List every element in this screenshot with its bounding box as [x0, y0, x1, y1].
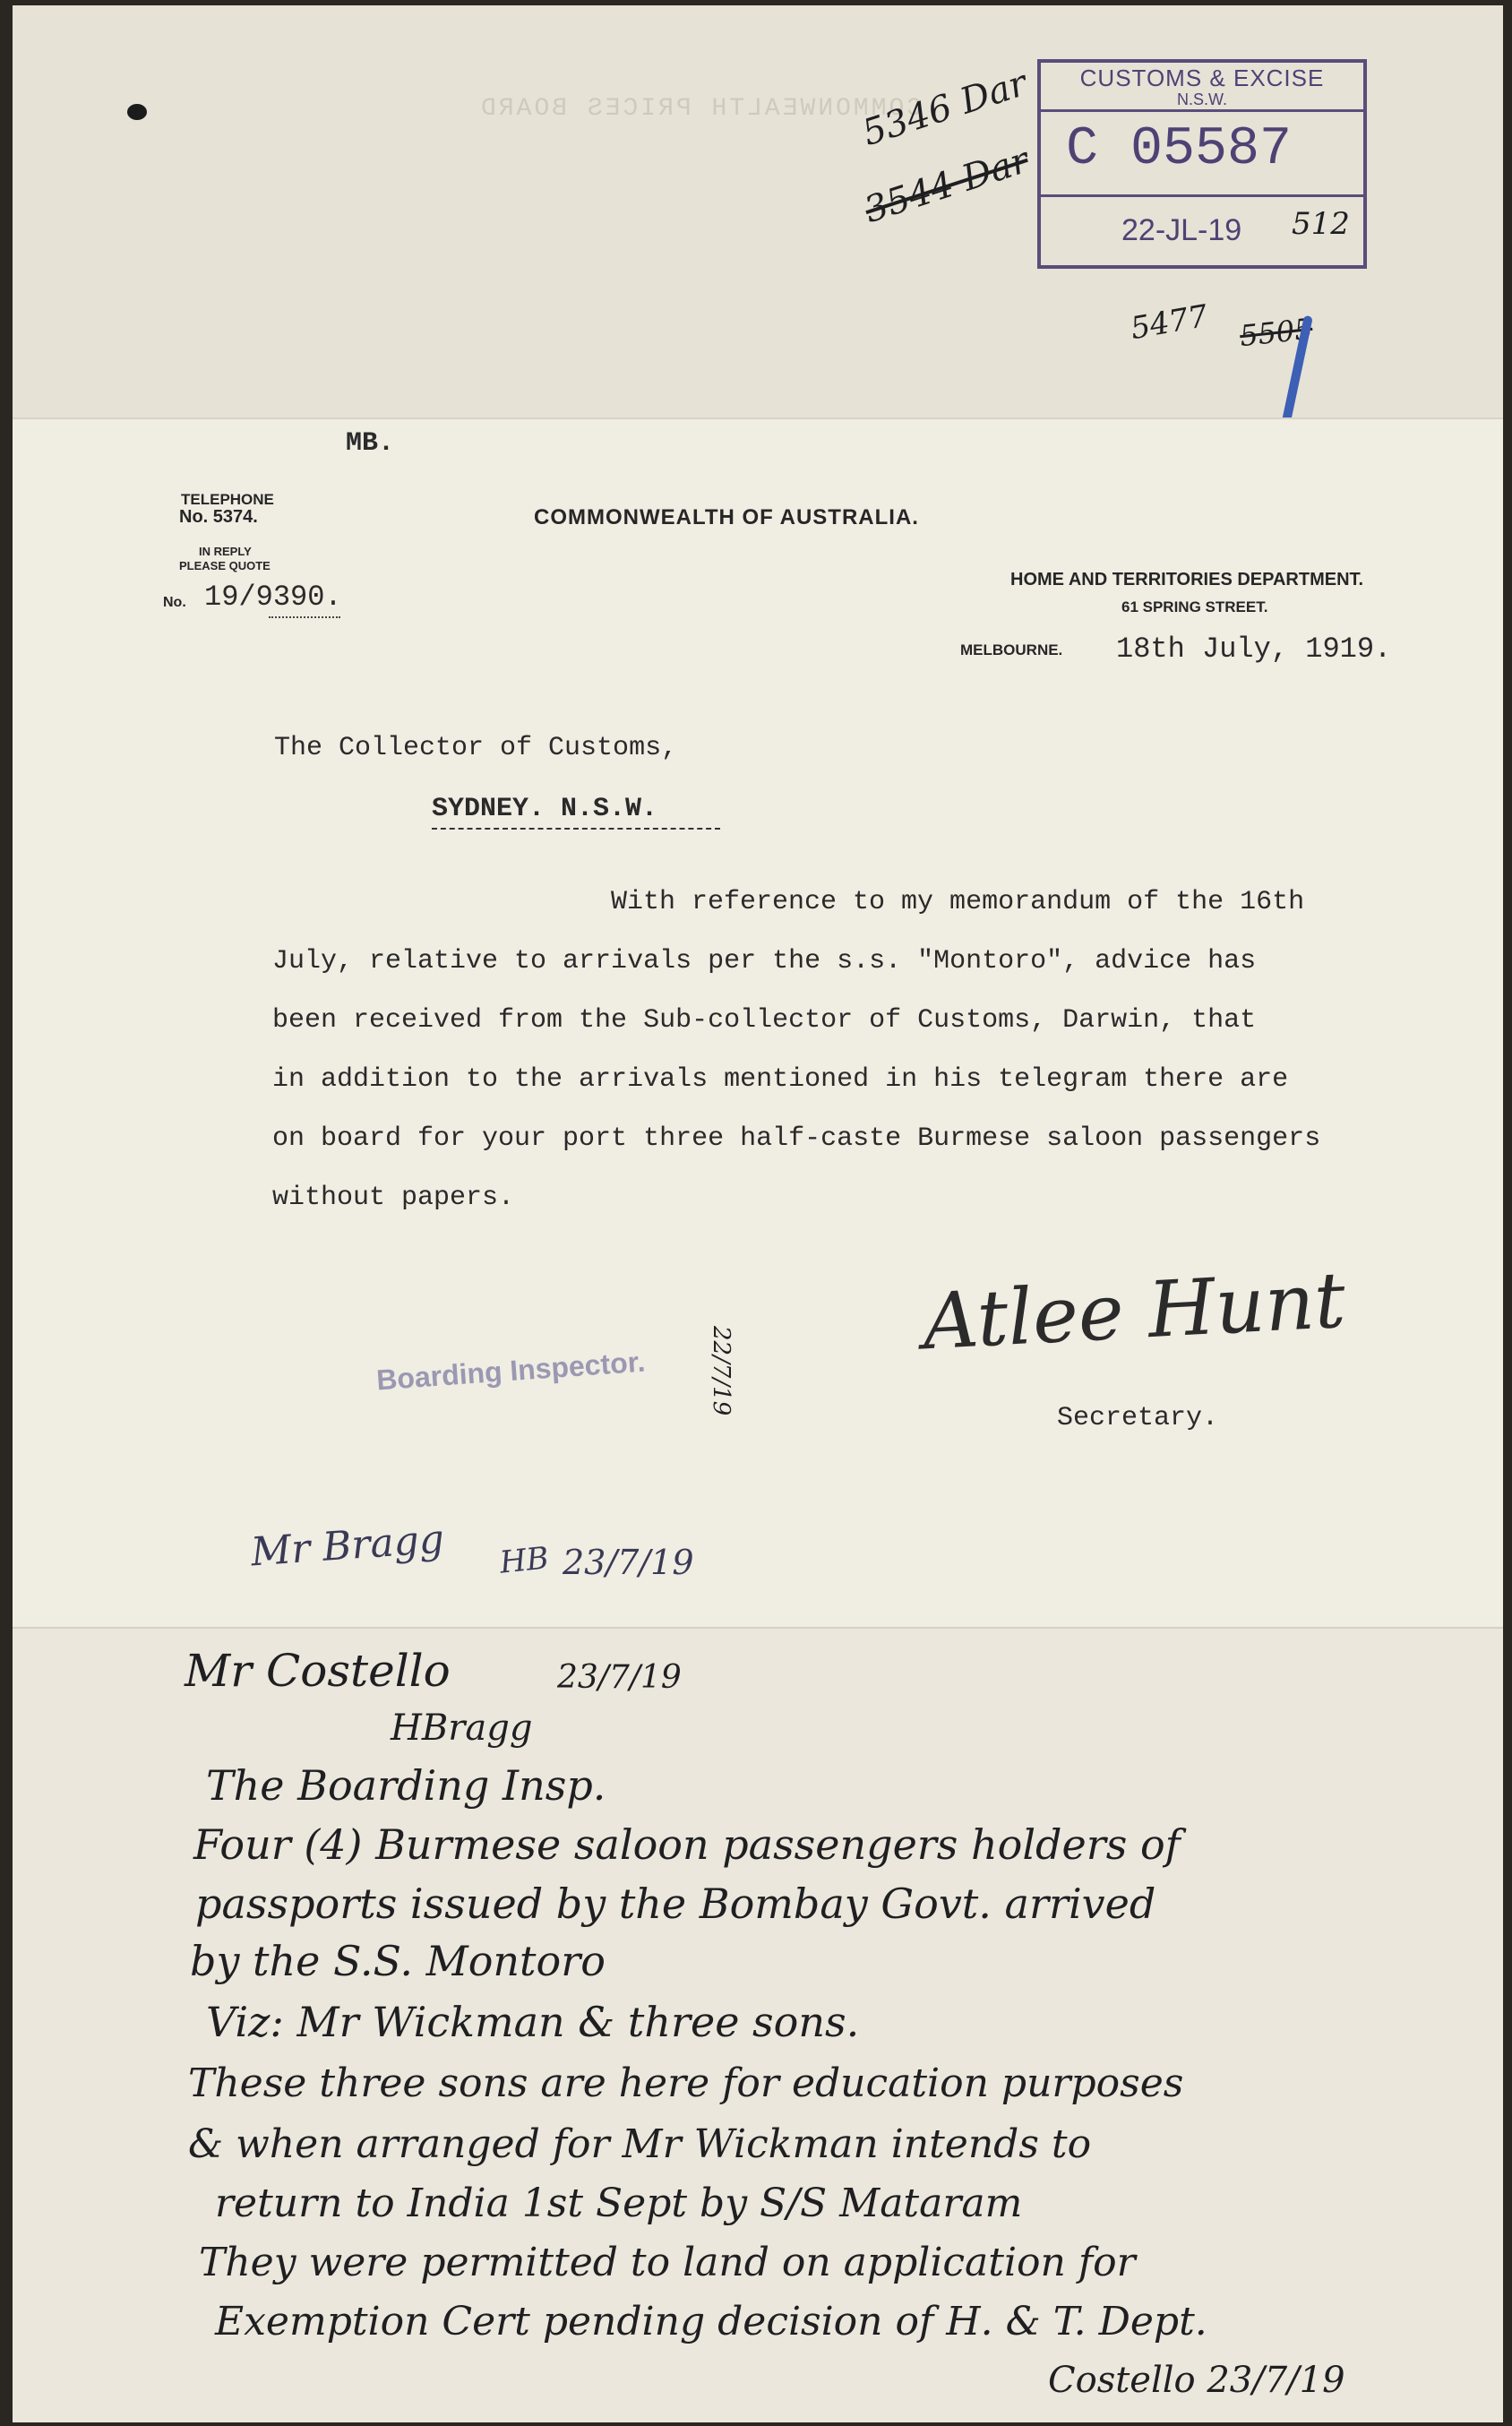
reference-no-label: No.	[163, 595, 186, 610]
ink-blot	[127, 104, 147, 120]
ref-number-d: 5505	[1238, 311, 1315, 354]
signature: Atlee Hunt	[920, 1255, 1348, 1368]
boarding-inspector-stamp: Boarding Inspector.	[375, 1345, 647, 1397]
minute-2-initials: HBragg	[391, 1708, 533, 1749]
minute-1-name: Mr Bragg	[249, 1516, 446, 1576]
body-line-4: in addition to the arrivals mentioned in his telegram there are	[272, 1064, 1289, 1095]
telephone-label: TELEPHONE	[181, 491, 274, 508]
minute-2-line-2: Four (4) Burmese saloon passengers holders of	[193, 1820, 1181, 1869]
customs-stamp	[1037, 59, 1367, 269]
minute-2-line-6: These three sons are here for education purposes	[188, 2060, 1184, 2106]
stamp-date-note: 512	[1292, 206, 1350, 242]
addressee-line-2: SYDNEY. N.S.W.	[432, 794, 658, 824]
body-line-1: With reference to my memorandum of the 16th	[611, 887, 1305, 917]
telephone-number: No. 5374.	[179, 507, 258, 527]
stamp-date: 22-JL-19	[1121, 213, 1242, 247]
minute-2-line-1: The Boarding Insp.	[206, 1761, 606, 1810]
street-address: 61 SPRING STREET.	[1121, 598, 1268, 615]
ref-number-c: 5477	[1128, 297, 1211, 348]
addressee-underline	[432, 828, 720, 830]
stamp-state: N.S.W.	[1176, 90, 1227, 108]
minute-2-line-7: & when arranged for Mr Wickman intends to	[188, 2121, 1092, 2167]
body-line-3: been received from the Sub-collector of Customs, Darwin, that	[272, 1005, 1257, 1036]
minute-2-line-9: They were permitted to land on application for	[199, 2240, 1136, 2285]
boarding-date-note: 22/7/19	[708, 1326, 735, 1416]
quote-label: PLEASE QUOTE	[179, 559, 271, 572]
minute-2-line-10: Exemption Cert pending decision of H. & T. Dept.	[215, 2299, 1207, 2344]
minute-2-header: Mr Costello	[185, 1645, 451, 1697]
minute-2-date: 23/7/19	[557, 1659, 682, 1696]
letter-initials: MB.	[346, 428, 395, 459]
signature-title: Secretary.	[1057, 1403, 1219, 1433]
body-line-2: July, relative to arrivals per the s.s. "Montoro", advice has	[272, 946, 1257, 976]
ref-number-b: 3544 Dar	[859, 139, 1035, 232]
minute-2-line-4: by the S.S. Montoro	[190, 1937, 606, 1985]
reply-label: IN REPLY	[199, 545, 252, 558]
stamp-number: C 05587	[1066, 119, 1293, 180]
stamp-title: CUSTOMS & EXCISE	[1079, 65, 1325, 91]
addressee-line-1: The Collector of Customs,	[274, 733, 678, 763]
letterhead-title: COMMONWEALTH OF AUSTRALIA.	[534, 505, 919, 529]
body-line-6: without papers.	[272, 1183, 515, 1213]
reference-underline	[269, 616, 340, 618]
minute-2-signature: Costello 23/7/19	[1048, 2360, 1345, 2401]
city-label: MELBOURNE.	[960, 641, 1063, 658]
stamp-header-row	[1041, 63, 1363, 112]
minute-2-line-5: Viz: Mr Wickman & three sons.	[206, 1998, 860, 2046]
reference-number: 19/9390.	[204, 581, 342, 614]
underlying-sheet-heading: COMMONWEALTH PRICES BOARD	[478, 95, 923, 123]
letter-date: 18th July, 1919.	[1116, 632, 1392, 666]
minute-1-date: 23/7/19	[563, 1543, 694, 1582]
stamp-number-row	[1041, 112, 1363, 197]
body-line-5: on board for your port three half-caste Burmese saloon passengers	[272, 1123, 1321, 1154]
department-name: HOME AND TERRITORIES DEPARTMENT.	[1010, 570, 1364, 589]
minute-2-line-3: passports issued by the Bombay Govt. arrived	[195, 1880, 1156, 1928]
ref-number-a: 5346 Dar	[857, 62, 1033, 155]
minute-1-initials: HB	[498, 1540, 551, 1581]
minute-2-line-8: return to India 1st Sept by S/S Mataram	[215, 2181, 1023, 2226]
